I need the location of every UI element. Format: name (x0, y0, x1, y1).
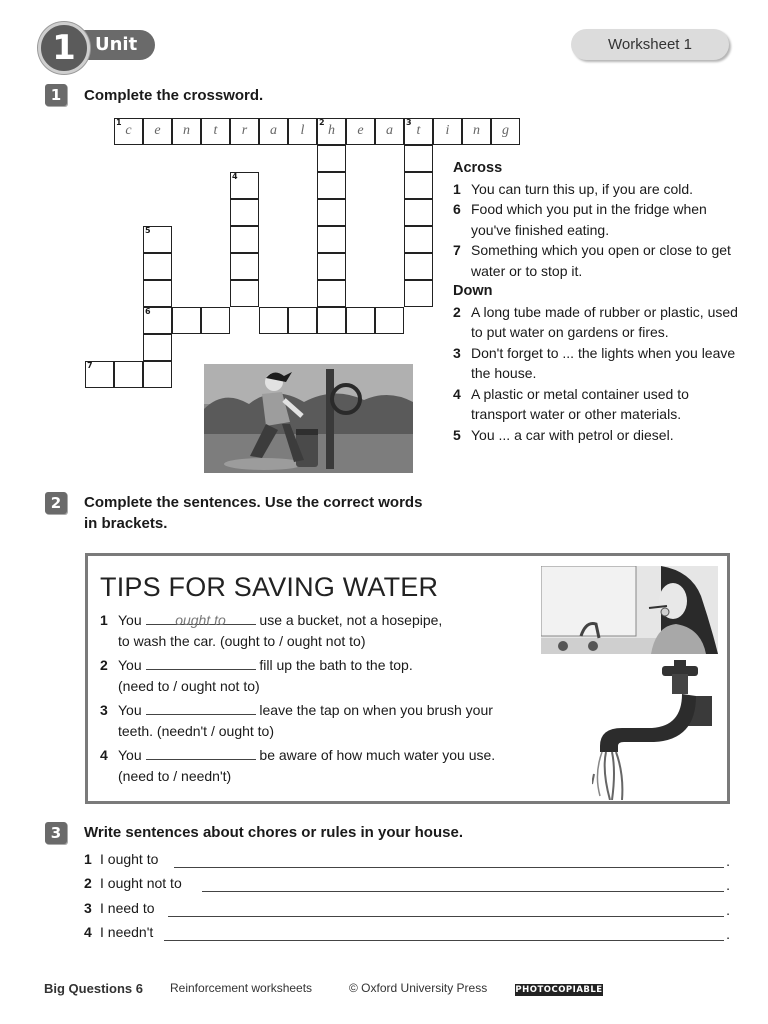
crossword-cell[interactable] (143, 361, 172, 388)
crossword-cell[interactable] (317, 226, 346, 253)
unit-number: 1 (38, 22, 90, 74)
clue-number: 4 (232, 172, 238, 181)
crossword-letter: r (241, 123, 248, 138)
writing-line[interactable]: 1 I ought to . (84, 851, 730, 869)
crossword-cell[interactable] (404, 145, 433, 172)
clue-across-6: 6 Food which you put in the fridge when you've finished eating. (453, 201, 707, 238)
crossword-cell[interactable] (404, 118, 433, 145)
footer-worksheet-type: Reinforcement worksheets (170, 981, 313, 995)
writing-line[interactable]: 3 I need to . (84, 900, 730, 918)
girl-filling-bucket-image (204, 364, 413, 473)
clue-number: 6 (145, 307, 151, 316)
crossword-cell[interactable] (375, 118, 404, 145)
crossword-cell[interactable] (288, 118, 317, 145)
crossword-cell[interactable] (230, 280, 259, 307)
clue-number: 3 (406, 118, 412, 127)
clue-number: 1 (116, 118, 122, 127)
crossword-cell[interactable] (317, 199, 346, 226)
across-heading: Across (453, 160, 503, 176)
tip-item: 1 You ought to use a bucket, not a hosepipe, to wash the car. (ought to / ought not to) (100, 612, 443, 649)
crossword-cell[interactable] (317, 280, 346, 307)
crossword-letter: a (386, 123, 393, 138)
crossword-cell[interactable] (143, 253, 172, 280)
crossword-cell[interactable] (404, 280, 433, 307)
crossword-cell[interactable] (85, 361, 114, 388)
crossword-cell[interactable] (230, 253, 259, 280)
crossword-cell[interactable] (433, 118, 462, 145)
answer-blank[interactable]: ought to (146, 610, 256, 625)
photocopiable-badge: PHOTOCOPIABLE (515, 985, 603, 995)
crossword-letter: t (416, 123, 421, 138)
tip-item: 3 You leave the tap on when you brush your teeth. (needn't / ought to) (100, 702, 493, 739)
crossword-letter: e (154, 123, 161, 138)
crossword-cell[interactable] (143, 118, 172, 145)
crossword-cell[interactable] (230, 226, 259, 253)
crossword-cell[interactable] (143, 307, 172, 334)
section-number: 2 (45, 492, 67, 514)
crossword-cell[interactable] (317, 253, 346, 280)
crossword-cell[interactable] (346, 118, 375, 145)
tips-list (100, 610, 540, 790)
worksheet-label: Worksheet 1 (571, 29, 729, 60)
crossword-cell[interactable] (462, 118, 491, 145)
crossword-cell[interactable] (230, 199, 259, 226)
clue-number: 2 (319, 118, 325, 127)
section-number: 1 (45, 84, 67, 106)
crossword-cell[interactable] (404, 172, 433, 199)
crossword-letter: e (357, 123, 364, 138)
clue-down-2: 2 A long tube made of rubber or plastic, used to put water on gardens or fires. (453, 303, 738, 340)
clue-number: 5 (145, 226, 151, 235)
clue-down-5: 5 You ... a car with petrol or diesel. (453, 426, 674, 443)
crossword-letter: i (445, 123, 450, 138)
crossword-cell[interactable] (230, 172, 259, 199)
clue-down-4: 4 A plastic or metal container used to transport water or other materials. (453, 385, 689, 422)
crossword-cell[interactable] (317, 145, 346, 172)
section-instruction: Complete the sentences. Use the correct words (84, 494, 423, 511)
crossword-cell[interactable] (375, 307, 404, 334)
clue-across-1: 1 You can turn this up, if you are cold. (453, 180, 694, 197)
unit-label: Unit (70, 30, 155, 60)
section-instruction: Write sentences about chores or rules in your house. (84, 824, 463, 841)
tip-item: 2 You fill up the bath to the top. (need to / ought not to) (100, 657, 413, 694)
crossword-cell[interactable] (201, 307, 230, 334)
section-number: 3 (45, 822, 67, 844)
crossword-clues (453, 158, 743, 445)
woman-brushing-teeth-image (541, 566, 718, 654)
crossword-cell[interactable] (230, 118, 259, 145)
crossword-letter: g (502, 123, 509, 138)
crossword-cell[interactable] (317, 307, 346, 334)
crossword-cell[interactable] (114, 118, 143, 145)
answer-blank[interactable] (146, 700, 256, 715)
crossword-cell[interactable] (114, 361, 143, 388)
crossword-cell[interactable] (143, 226, 172, 253)
crossword-cell[interactable] (259, 307, 288, 334)
crossword-cell[interactable] (201, 118, 230, 145)
section-instruction-cont: in brackets. (84, 515, 168, 532)
crossword-cell[interactable] (317, 172, 346, 199)
running-tap-image (592, 656, 712, 800)
section-instruction: Complete the crossword. (84, 87, 264, 104)
answer-blank[interactable] (146, 655, 256, 670)
crossword-letter: h (328, 123, 335, 138)
writing-line[interactable]: 2 I ought not to . (84, 875, 730, 893)
tip-item: 4 You be aware of how much water you use. (need to / needn't) (100, 747, 496, 784)
answer-blank[interactable] (146, 745, 256, 760)
footer-copyright: © Oxford University Press (349, 981, 488, 995)
crossword-cell[interactable] (259, 118, 288, 145)
clue-down-3: 3 Don't forget to ... the lights when you leave the house. (453, 344, 736, 381)
crossword-cell[interactable] (404, 226, 433, 253)
tips-title: TIPS FOR SAVING WATER (100, 572, 439, 602)
crossword-cell[interactable] (143, 334, 172, 361)
crossword-cell[interactable] (317, 118, 346, 145)
footer-book-title: Big Questions 6 (44, 981, 143, 996)
crossword-cell[interactable] (172, 307, 201, 334)
crossword-cell[interactable] (172, 118, 201, 145)
writing-line[interactable]: 4 I needn't . (84, 924, 730, 942)
crossword-cell[interactable] (288, 307, 317, 334)
crossword-cell[interactable] (404, 199, 433, 226)
crossword-cell[interactable] (404, 253, 433, 280)
crossword-cell[interactable] (491, 118, 520, 145)
down-heading: Down (453, 283, 493, 299)
crossword-letter: c (125, 123, 132, 138)
crossword-cell[interactable] (346, 307, 375, 334)
crossword-letter: a (270, 123, 277, 138)
clue-across-7: 7 Something which you open or close to get water or to stop it. (453, 242, 731, 279)
crossword-letter: n (473, 123, 480, 138)
clue-number: 7 (87, 361, 93, 370)
crossword-letter: n (183, 123, 190, 138)
crossword-cell[interactable] (143, 280, 172, 307)
crossword-letter: l (300, 123, 305, 138)
crossword-letter: t (213, 123, 218, 138)
